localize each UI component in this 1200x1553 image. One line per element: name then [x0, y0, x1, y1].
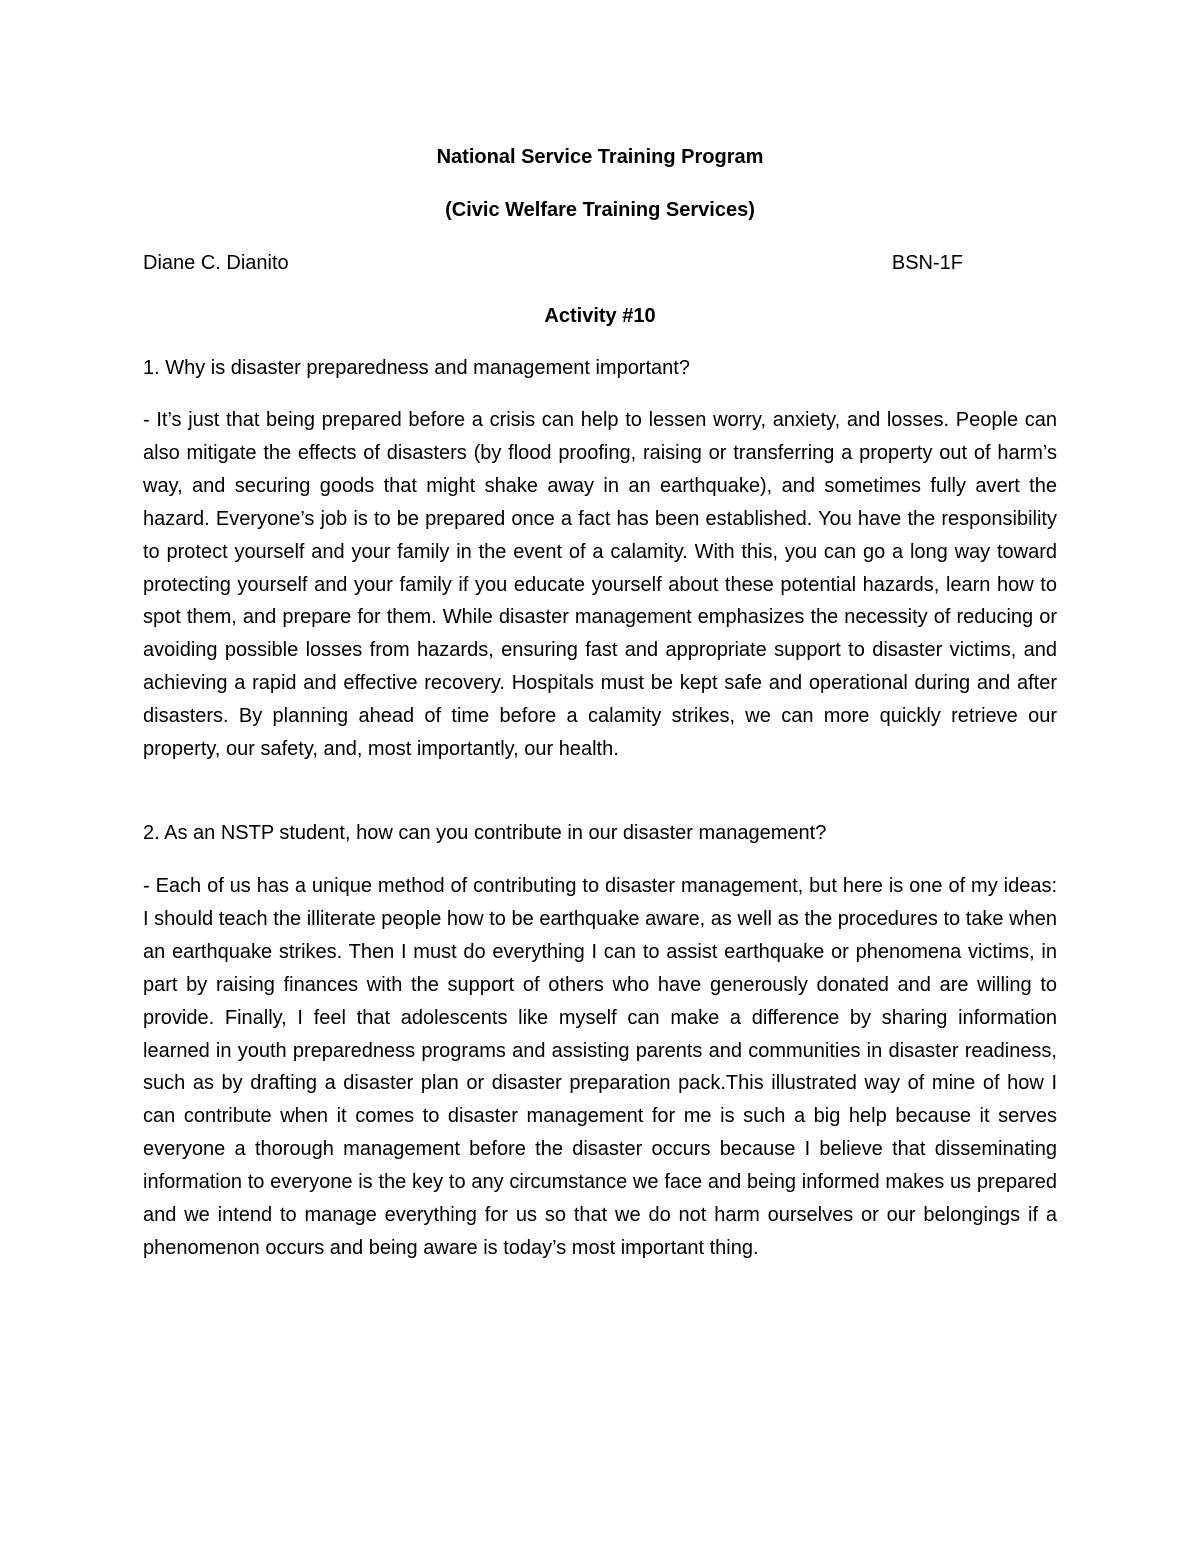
question-2: 2. As an NSTP student, how can you contribute in our disaster management?: [143, 822, 827, 844]
question-1: 1. Why is disaster preparedness and management important?: [143, 357, 690, 379]
student-section: BSN-1F: [891, 252, 963, 274]
student-name: Diane C. Dianito: [143, 252, 289, 274]
document-subtitle: (Civic Welfare Training Services): [445, 199, 755, 221]
answer-2: - Each of us has a unique method of contributing to disaster management, but here is one of my ideas: I should teach the illiterate people how to be earthquake aware, as well as the procedures to take when an earthquake strikes. Then I must do everything I can to assist earthquake or phenomena victims, in part by raising finances with the support of others who have generously donated and are willing to provide. Finally, I feel that adolescents like myself can make a difference by sharing information learned in youth preparedness programs and assisting parents and communities in disaster readiness, such as by drafting a disaster plan or disaster preparation pack.This illustrated way of mine of how I can contribute when it comes to disaster management for me is such a big help because it serves everyone a thorough management before the disaster occurs because I believe that disseminating information to everyone is the key to any circumstance we face and being informed makes us prepared and we intend to manage everything for us so that we do not harm ourselves or our belongings if a phenomenon occurs and being aware is today’s most important thing.: [143, 875, 1057, 1259]
activity-heading: Activity #10: [544, 305, 656, 327]
document-title: National Service Training Program: [436, 146, 764, 168]
answer-1: - It’s just that being prepared before a crisis can help to lessen worry, anxiety, and losses. People can also mitigate the effects of disasters (by flood proofing, raising or transferring a property out of harm’s way, and securing goods that might shake away in an earthquake), and sometimes fully avert the hazard. Everyone’s job is to be prepared once a fact has been established. You have the responsibility to protect yourself and your family in the event of a calamity. With this, you can go a long way toward protecting yourself and your family if you educate yourself about these potential hazards, learn how to spot them, and prepare for them. While disaster management emphasizes the necessity of reducing or avoiding possible losses from hazards, ensuring fast and appropriate support to disaster victims, and achieving a rapid and effective recovery. Hospitals must be kept safe and operational during and after disasters. By planning ahead of time before a calamity strikes, we can more quickly retrieve our property, our safety, and, most importantly, our health.: [143, 409, 1057, 761]
student-info-row: [143, 251, 963, 275]
